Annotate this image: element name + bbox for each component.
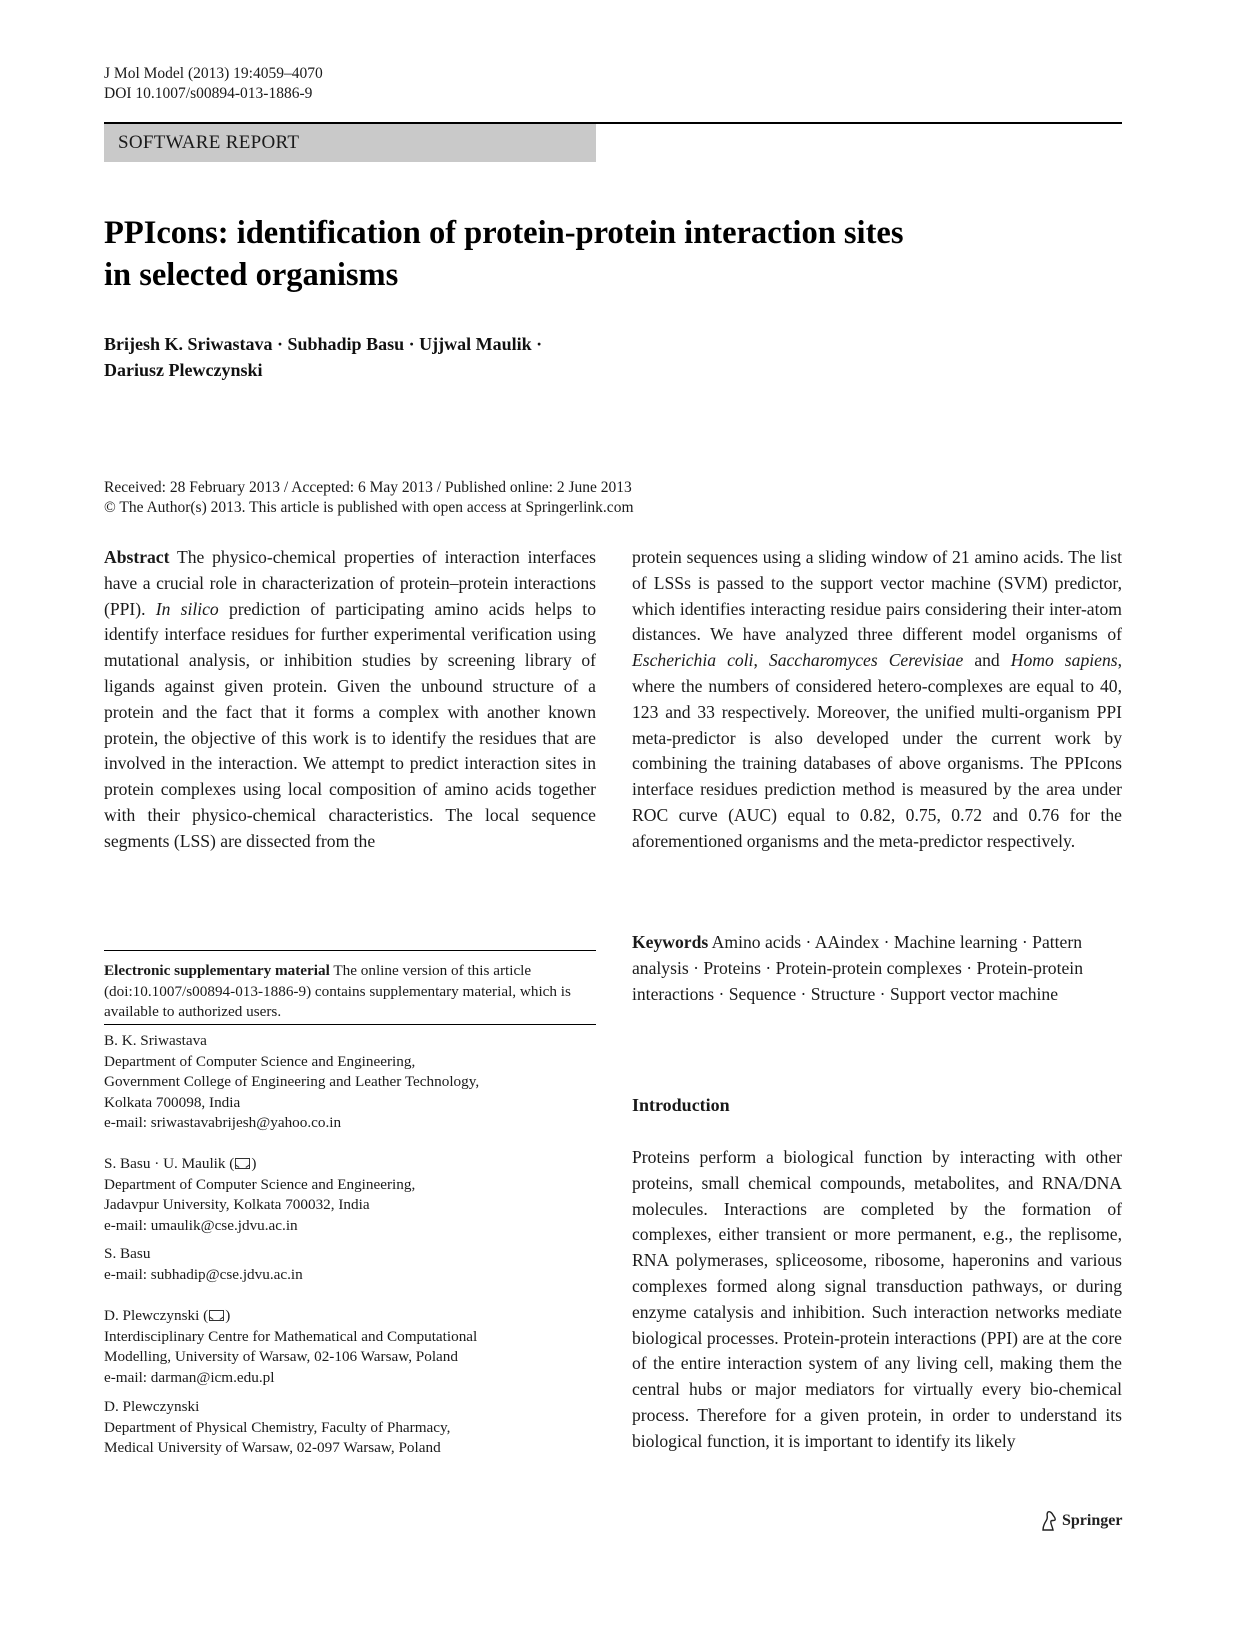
- abstract-right-column: protein sequences using a sliding window of 21 amino acids. The list of LSSs is passed to the support vector machine (SVM) predictor, which identifies interacting residue pairs considering their inter-atom distances. We have analyzed three different model organisms of Escherichia coli, Saccharomyces Cerevisiae and Homo sapiens, where the numbers of considered hetero-complexes are equal to 40, 123 and 33 respectively. Moreover, the unified multi-organism PPI meta-predictor is also developed under the current work by combining the training databases of above organisms. The PPIcons interface residues prediction method is measured by the area under ROC curve (AUC) equal to 0.82, 0.75, 0.72 and 0.76 for the aforementioned organisms and the meta-predictor respectively.: [632, 547, 1122, 851]
- affiliation-block: [104, 1306, 596, 1388]
- publication-history: Received: 28 February 2013 / Accepted: 6 May 2013 / Published online: 2 June 2013: [104, 479, 632, 496]
- article-title: [104, 212, 1104, 296]
- abstract-left-column: [104, 545, 596, 855]
- organism-yeast: Saccharomyces Cerevisiae: [768, 650, 964, 671]
- affiliation-block: [104, 1031, 596, 1134]
- affiliation-name: B. K. Sriwastava: [104, 1032, 207, 1049]
- affiliation-name-text: S. Basu · U. Maulik (: [104, 1155, 235, 1172]
- authors-line-2: Dariusz Plewczynski: [104, 360, 263, 380]
- organism-ecoli: Escherichia coli: [632, 650, 754, 671]
- keywords-list: Amino acids · AAindex · Machine learning · Pattern analysis · Proteins · Protein-protein complexes · Protein-protein interactions · Sequence · Structure · Support vector machine: [632, 932, 1083, 1004]
- abstract-text-1: The physico-chemical properties of interaction interfaces have a crucial role in characterization of protein–protein interactions (PPI).: [104, 547, 596, 619]
- publisher-name: Springer: [1062, 1512, 1123, 1529]
- affiliation-name: D. Plewczynski: [104, 1398, 200, 1415]
- abstract-text-2: prediction of participating amino acids helps to identify interface residues for further experimental verification using mutational analysis, or inhibition studies by screening library of ligands against given protein. Given the unbound structure of a protein and the fact that it forms a complex with another known protein, the objective of this work is to identify the residues that are involved in the interaction. We attempt to predict interaction sites in protein complexes using local composition of amino acids together with their physico-chemical characteristics. The local sequence segments (LSS) are dissected from the: [104, 598, 596, 851]
- abstract-text-4: , where the numbers of considered hetero-complexes are equal to 40, 123 and 33 respectively. Moreover, the unified multi-organism PPI meta-predictor is also developed under the current work by combining the training databases of above organisms. The PPIcons interface residues prediction method is measured by the area under ROC curve (AUC) equal to 0.82, 0.75, 0.72 and 0.76 for the aforementioned organisms and the meta-predictor respectively.: [632, 650, 1122, 851]
- affiliation-name: [104, 1154, 596, 1175]
- article-dates: [104, 478, 634, 518]
- introduction-text: Proteins perform a biological function by interacting with other proteins, small chemical compounds, metabolites, and RNA/DNA molecules. Interactions are completed by the formation of complexes, either transient or more permanent, e.g., the replisome, RNA polymerases, spliceosome, ribosome, haperonins and various complexes formed along signal transduction pathways, or during enzyme catalysis and inhibition. Such interaction networks mediate biological processes. Protein-protein interactions (PPI) are at the core of the entire interaction system of any living cell, making them the central hubs or major mediators for virtually every bio-chemical process. Therefore for a given protein, in order to understand its biological function, it is important to identify its likely: [632, 1147, 1122, 1451]
- envelope-icon: [209, 1310, 224, 1321]
- affiliation-email: e-mail: umaulik@cse.jdvu.ac.in: [104, 1216, 298, 1234]
- affiliation-block: [104, 1397, 596, 1459]
- affiliation-block: [104, 1154, 596, 1236]
- copyright-notice: © The Author(s) 2013. This article is published with open access at Springerlink.com: [104, 499, 634, 516]
- esm-bottom-rule: [104, 1024, 596, 1025]
- supplementary-note: [104, 961, 596, 1023]
- springer-horse-icon: [1040, 1510, 1058, 1532]
- section-label: SOFTWARE REPORT: [104, 124, 596, 162]
- journal-doi: DOI 10.1007/s00894-013-1886-9: [104, 85, 313, 102]
- organism-human: Homo sapiens: [1010, 650, 1118, 671]
- esm-heading: Electronic supplementary material: [104, 962, 330, 979]
- affiliation-line: Modelling, University of Warsaw, 02-106 Warsaw, Poland: [104, 1348, 458, 1366]
- author-list: [104, 331, 744, 383]
- keywords-heading: Keywords: [632, 932, 709, 952]
- abstract-text-3: protein sequences using a sliding window of 21 amino acids. The list of LSSs is passed to the support vector machine (SVM) predictor, which identifies interacting residue pairs considering their inter-atom distances. We have analyzed three different model organisms of: [632, 547, 1122, 645]
- affiliation-name-end: ): [251, 1155, 257, 1172]
- esm-top-rule: [104, 950, 596, 951]
- affiliation-line: Government College of Engineering and Leather Technology,: [104, 1073, 480, 1091]
- esm-text: The online version of this article (doi:10.1007/s00894-013-1886-9) contains supplementary material, which is available to authorized users.: [104, 962, 571, 1020]
- affiliation-email: e-mail: darman@icm.edu.pl: [104, 1368, 275, 1386]
- abstract-and: and: [974, 650, 1000, 671]
- affiliation-name-text: D. Plewczynski (: [104, 1307, 209, 1324]
- abstract-italic: In silico: [155, 598, 219, 619]
- journal-citation: J Mol Model (2013) 19:4059–4070: [104, 65, 323, 82]
- keywords-block: [632, 930, 1122, 1007]
- affiliation-name: [104, 1306, 596, 1327]
- journal-header: [104, 64, 323, 104]
- affiliation-line: Kolkata 700098, India: [104, 1093, 241, 1111]
- title-line-2: in selected organisms: [104, 257, 399, 293]
- affiliation-line: Medical University of Warsaw, 02-097 Warsaw, Poland: [104, 1439, 441, 1457]
- affiliation-name: S. Basu: [104, 1245, 151, 1262]
- authors-line-1: Brijesh K. Sriwastava · Subhadip Basu · Ujjwal Maulik ·: [104, 334, 543, 354]
- affiliation-line: Jadavpur University, Kolkata 700032, India: [104, 1196, 370, 1214]
- affiliation-name-end: ): [225, 1307, 231, 1324]
- affiliation-line: Department of Computer Science and Engineering,: [104, 1175, 416, 1193]
- affiliation-line: Interdisciplinary Centre for Mathematical and Computational: [104, 1327, 478, 1345]
- affiliation-line: Department of Physical Chemistry, Faculty of Pharmacy,: [104, 1418, 451, 1436]
- envelope-icon: [235, 1158, 250, 1169]
- affiliation-line: Department of Computer Science and Engineering,: [104, 1052, 416, 1070]
- title-line-1: PPIcons: identification of protein-protein interaction sites: [104, 215, 904, 251]
- publisher-logo: [1040, 1510, 1122, 1532]
- introduction-heading: Introduction: [632, 1095, 730, 1115]
- affiliation-block: [104, 1244, 596, 1285]
- affiliation-email: e-mail: sriwastavabrijesh@yahoo.co.in: [104, 1114, 342, 1132]
- abstract-heading: Abstract: [104, 547, 170, 567]
- affiliation-email: e-mail: subhadip@cse.jdvu.ac.in: [104, 1265, 303, 1283]
